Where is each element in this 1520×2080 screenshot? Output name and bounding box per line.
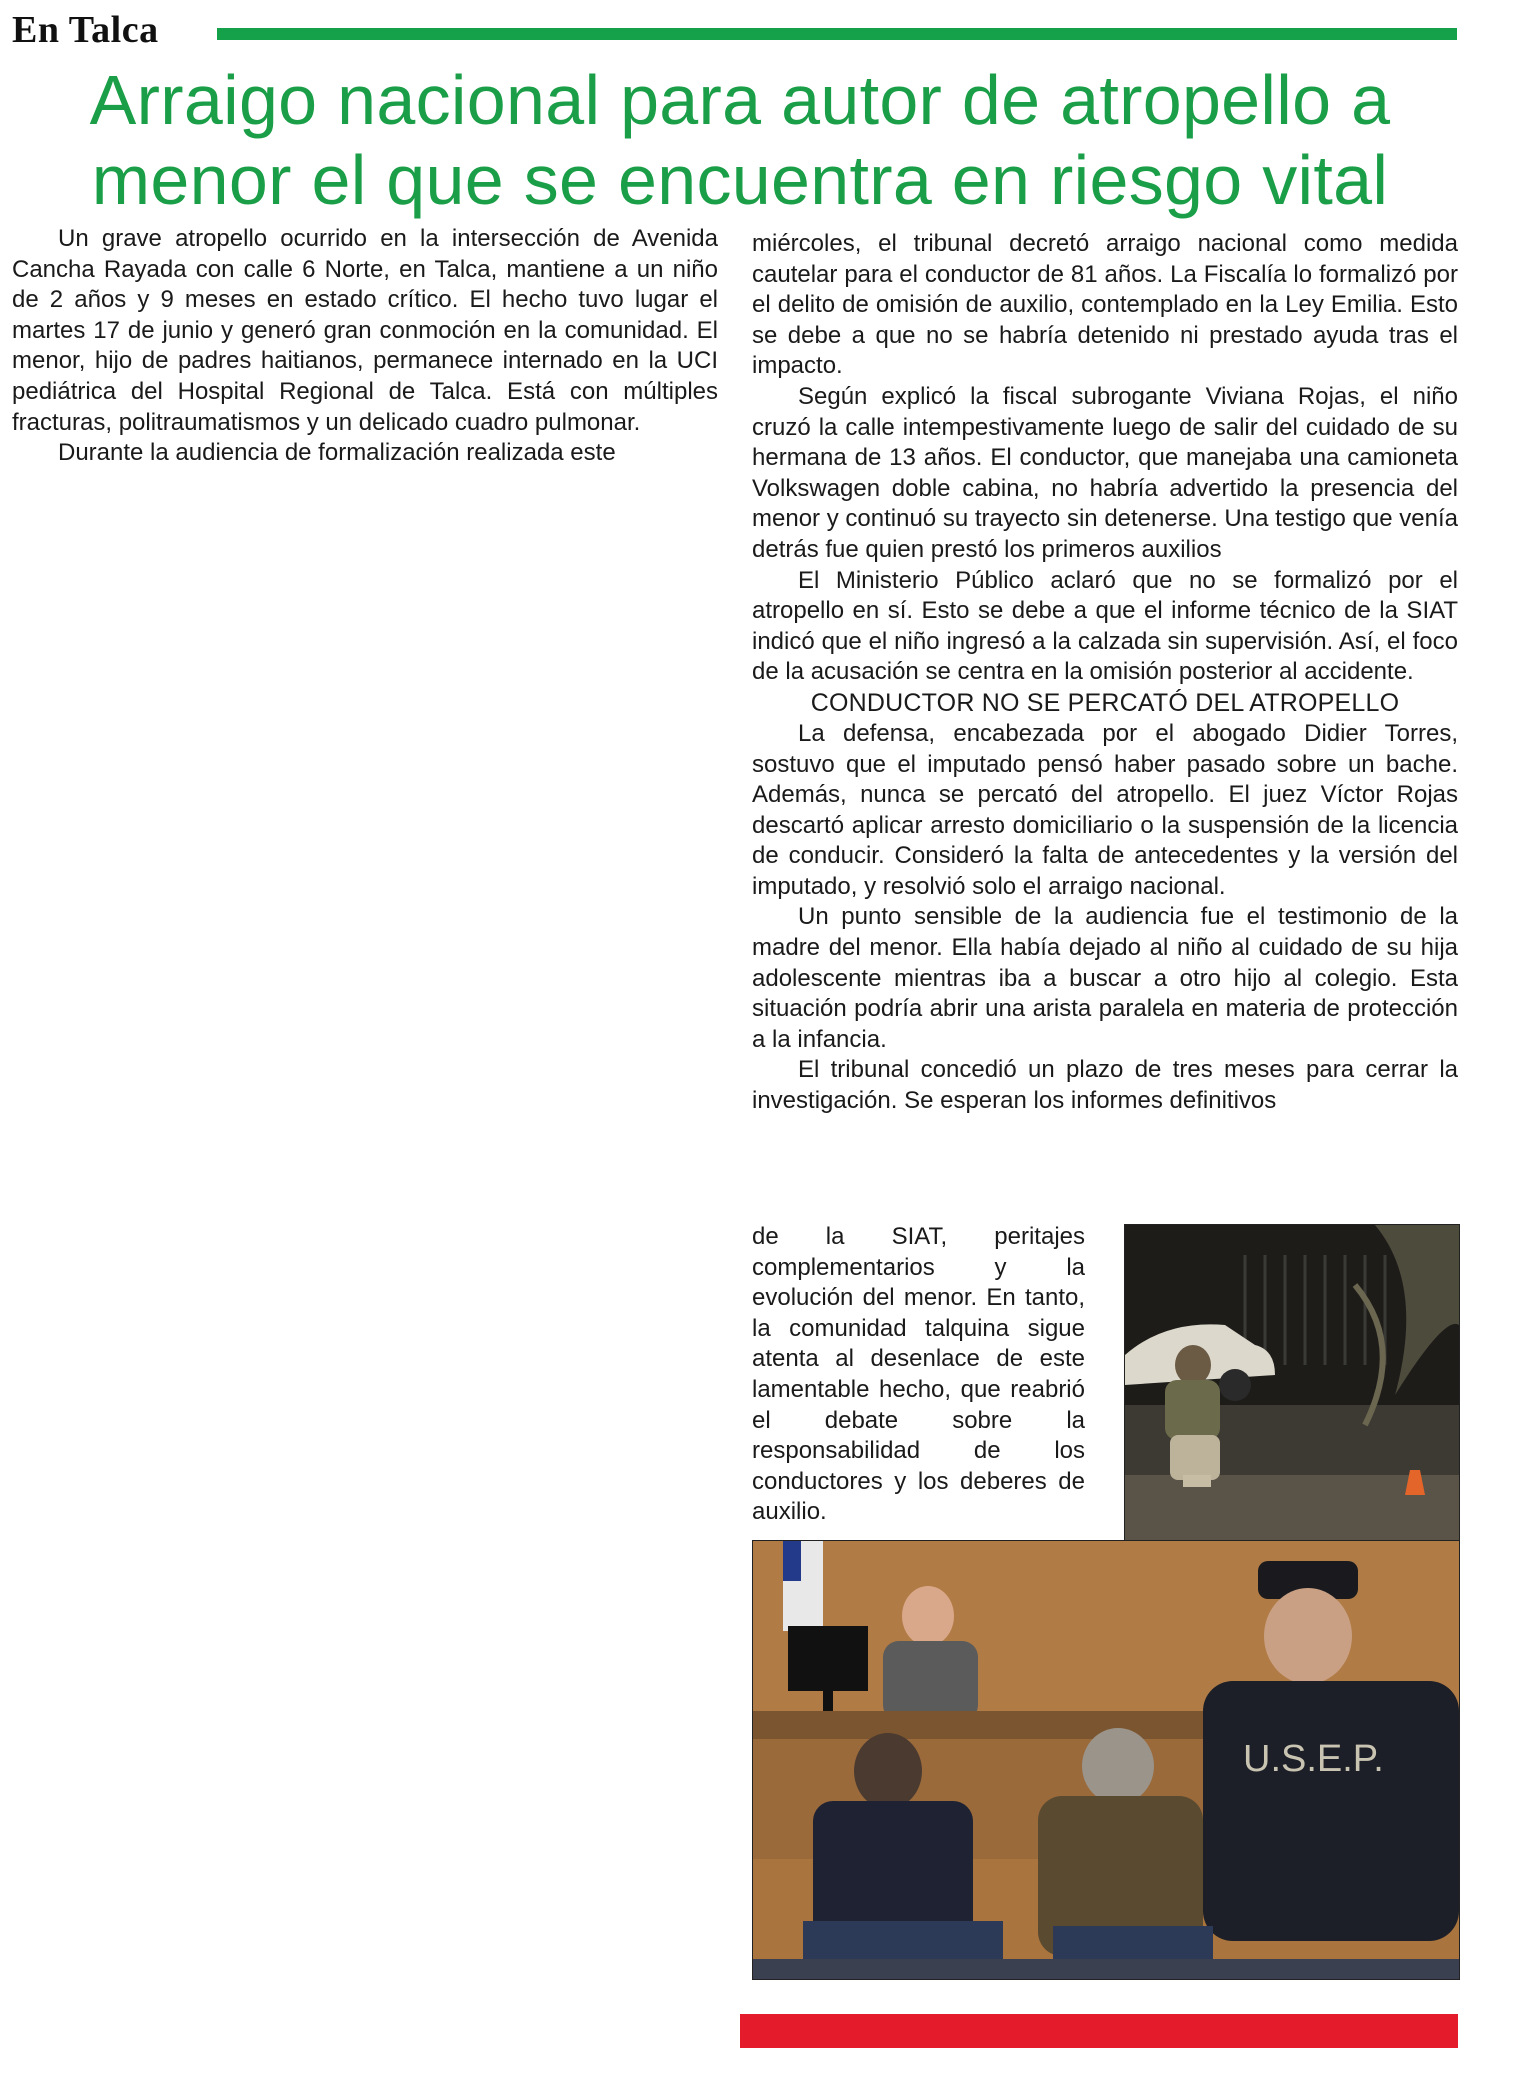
article-left-column <box>12 224 718 486</box>
footer-red-bar <box>740 2014 1458 2048</box>
subheading: CONDUCTOR NO SE PERCATÓ DEL ATROPELLO <box>810 688 1400 717</box>
headline: Arraigo nacional para autor de atropello a menor el que se encuentra en riesgo vital <box>89 61 1391 219</box>
accident-scene-photo <box>1124 1224 1460 1561</box>
courtroom-illustration <box>753 1541 1459 1979</box>
paragraph: Durante la audiencia de formalización realizada este <box>58 439 616 467</box>
article-right-column <box>752 229 1458 1117</box>
accident-scene-illustration <box>1125 1225 1459 1560</box>
paragraph: Un punto sensible de la audiencia fue el testimonio de la madre del menor. Ella había dejado al niño al cuidado de su hija adolescente mientras iba a buscar a otro hijo al colegio. Esta situación podría abrir una arista paralela en materia de protección a la infancia. <box>752 903 1458 1053</box>
courtroom-photo <box>752 1540 1460 1980</box>
paragraph: Un grave atropello ocurrido en la intersección de Avenida Cancha Rayada con calle 6 Norte, en Talca, mantiene a un niño de 2 años y 9 meses en estado crítico. El hecho tuvo lugar el martes 17 de junio y generó gran conmoción en la comunidad. El menor, hijo de padres haitianos, permanece internado en la UCI pediátrica del Hospital Regional de Talca. Está con múltiples fracturas, politraumatismos y un delicado cuadro pulmonar. <box>12 225 718 436</box>
paragraph: Según explicó la fiscal subrogante Viviana Rojas, el niño cruzó la calle intempestivamente luego de salir del cuidado de su hermana de 13 años. El conductor, que manejaba una camioneta Volkswagen doble cabina, no habría advertido la presencia del menor y continuó su trayecto sin detenerse. Una testigo que venía detrás fue quien prestó los primeros auxilios <box>752 382 1458 563</box>
section-rule <box>217 28 1457 40</box>
paragraph: La defensa, encabezada por el abogado Didier Torres, sostuvo que el imputado pensó haber pasado sobre un bache. Además, nunca se percató del atropello. El juez Víctor Rojas descartó aplicar arresto domiciliario o la suspensión de la licencia de conducir. Consideró la falta de antecedentes y la versión del imputado, y resolvió solo el arraigo nacional. <box>752 719 1458 900</box>
paragraph: El tribunal concedió un plazo de tres meses para cerrar la investigación. Se esperan los informes definitivos <box>752 1056 1458 1115</box>
usep-badge-text: U.S.E.P. <box>1243 1738 1384 1780</box>
paragraph-continued: miércoles, el tribunal decretó arraigo nacional como medida cautelar para el conductor de 81 años. La Fiscalía lo formalizó por el delito de omisión de auxilio, contemplado en la Ley Emilia. Esto se debe a que no se habría detenido ni prestado ayuda tras el impacto. <box>752 230 1458 380</box>
paragraph-continued: de la SIAT, peritajes complementarios y la evolución del menor. En tanto, la comunidad talquina sigue atenta al desenlace de este lamentable hecho, que reabrió el debate sobre la responsabilidad de los conductores y los deberes de auxilio. <box>752 1223 1085 1526</box>
paragraph: El Ministerio Público aclaró que no se formalizó por el atropello en sí. Esto se debe a que el informe técnico de la SIAT indicó que el niño ingresó a la calzada sin supervisión. Así, el foco de la acusación se centra en la omisión posterior al accidente. <box>752 566 1458 686</box>
section-label: En Talca <box>12 9 159 51</box>
article-narrow-column <box>752 1222 1085 1528</box>
